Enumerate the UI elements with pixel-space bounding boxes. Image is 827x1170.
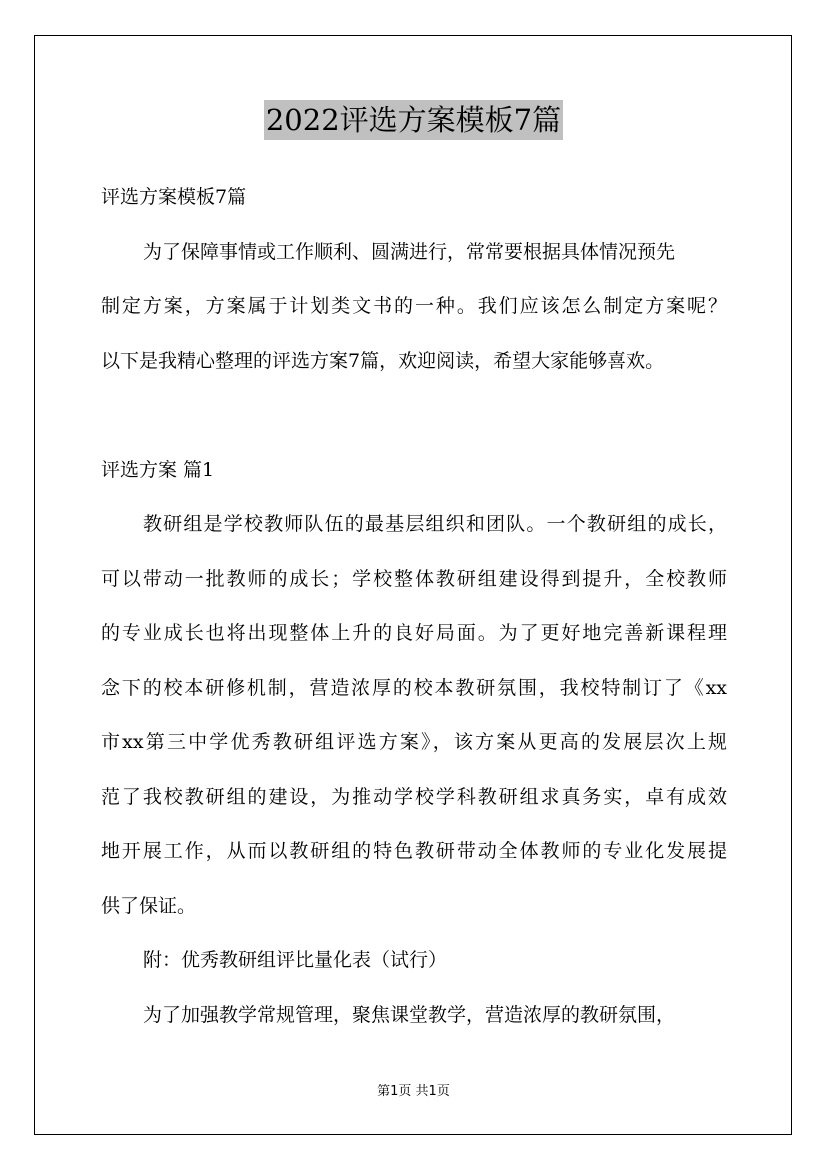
paragraph-line: 市xx第三中学优秀教研组评选方案》，该方案从更高的发展层次上规 [101, 731, 727, 753]
paragraph-line: 制定方案，方案属于计划类文书的一种。我们应该怎么制定方案呢？ [101, 295, 727, 317]
appendix-line: 附：优秀教研组评比量化表（试行） [143, 949, 448, 971]
paragraph-line: 教研组是学校教师队伍的最基层组织和团队。一个教研组的成长， [143, 513, 727, 535]
page-footer: 第1页 共1页 [377, 1084, 450, 1099]
title-wrap [0, 100, 827, 140]
paragraph-line: 可以带动一批教师的成长；学校整体教研组建设得到提升，全校教师 [101, 567, 727, 590]
section-heading: 评选方案 篇1 [101, 458, 215, 481]
paragraph-line: 范了我校教研组的建设，为推动学校学科教研组求真务实，卓有成效 [101, 785, 727, 808]
document-title: 2022评选方案模板7篇 [264, 100, 563, 140]
paragraph-line: 以下是我精心整理的评选方案7篇，欢迎阅读，希望大家能够喜欢。 [101, 349, 665, 372]
paragraph-line: 为了加强教学常规管理，聚焦课堂教学，营造浓厚的教研氛围， [143, 1003, 676, 1026]
blank-line [101, 388, 727, 443]
paragraph-line: 为了保障事情或工作顺利、圆满进行，常常要根据具体情况预先 [143, 240, 676, 263]
paragraph-line: 供了保证。 [101, 894, 197, 917]
paragraph-line: 的专业成长也将出现整体上升的良好局面。为了更好地完善新课程理 [101, 622, 727, 644]
subtitle-line: 评选方案模板7篇 [101, 186, 247, 208]
document-body [101, 170, 727, 1042]
paragraph-line: 念下的校本研修机制，营造浓厚的校本教研氛围，我校特制订了《xx [101, 676, 727, 699]
paragraph-line: 地开展工作，从而以教研组的特色教研带动全体教师的专业化发展提 [101, 840, 727, 862]
